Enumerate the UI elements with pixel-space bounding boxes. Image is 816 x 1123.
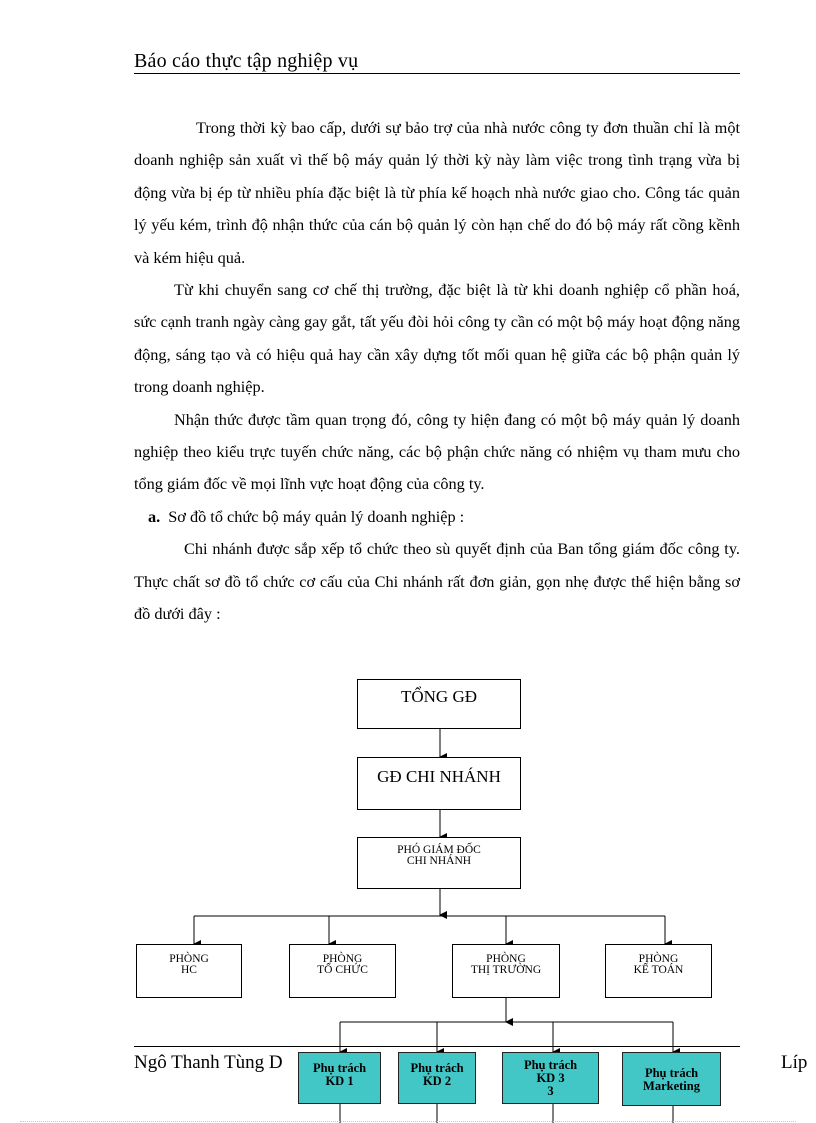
box-phu-trach-kd2 [398, 1052, 476, 1104]
box-phong-hc [136, 944, 242, 998]
box-pho-giam-doc-label: PHÓ GIÁM ĐỐC CHI NHÁNH [397, 844, 481, 867]
paragraph-1: Trong thời kỳ bao cấp, dưới sự bảo trợ của nhà nước công ty đơn thuần chỉ là một doanh nghiệp sản xuất vì thế bộ máy quản lý thời kỳ này làm việc trong tình trạng vừa bị động vừa bị ép từ nhiều phía đặc biệt là từ phía kế hoạch nhà nước giao cho. Công tác quản lý yếu kém, trình độ nhận thức của cán bộ quản lý còn hạn chế do đó bộ máy rất cồng kềnh và kém hiệu quả. [134, 118, 740, 267]
box-tong-gd [357, 679, 521, 729]
box-phong-hc-label: PHÒNG HC [169, 953, 209, 976]
box-phong-ke-toan [605, 944, 712, 998]
box-phu-trach-kd2-label: Phụ trách KD 2 [410, 1061, 464, 1088]
footer-class: Líp [781, 1052, 808, 1073]
box-phu-trach-kd3-label: Phụ trách KD 3 3 [523, 1057, 578, 1098]
paragraph-4: Chi nhánh được sắp xếp tổ chức theo sù quyết định của Ban tổng giám đốc công ty. Thực chất sơ đồ tổ chức cơ cấu của Chi nhánh rất đơn giản, gọn nhẹ được thể hiện bằng sơ đồ dưới đây : [134, 539, 740, 624]
box-phu-trach-kd1-label: Phụ trách KD 1 [312, 1061, 367, 1088]
footer-rule [134, 1046, 740, 1047]
box-phong-thi-truong-label: PHÒNG THỊ TRƯỜNG [470, 953, 542, 976]
box-phong-ke-toan-label: PHÒNG KẾ TOÁN [633, 953, 684, 976]
box-gd-chi-nhanh [357, 757, 521, 810]
box-phu-trach-marketing-label: Phụ trách Marketing [643, 1066, 700, 1093]
paragraph-3: Nhận thức được tầm quan trọng đó, công ty hiện đang có một bộ máy quản lý doanh nghiệp theo kiểu trực tuyến chức năng, các bộ phận chức năng có nhiệm vụ tham mưu cho tổng giám đốc về mọi lĩnh vực hoạt động của công ty. [134, 409, 740, 494]
paragraph-2: Từ khi chuyển sang cơ chế thị trường, đặc biệt là từ khi doanh nghiệp cổ phần hoá, sức cạnh tranh ngày càng gay gắt, tất yếu đòi hỏi công ty cần có một bộ máy hoạt động năng động, sáng tạo và có hiệu quả hay cần xây dựng tốt mối quan hệ giữa các bộ phận quản lý trong doanh nghiệp. [134, 280, 740, 397]
box-phu-trach-marketing [622, 1052, 721, 1106]
box-phong-to-chuc [289, 944, 396, 998]
box-pho-giam-doc [357, 837, 521, 889]
page-header-title: Báo cáo thực tập nghiệp vụ [134, 50, 359, 72]
box-phu-trach-kd1 [298, 1052, 381, 1104]
footer-student-name: Ngô Thanh Tùng D [134, 1052, 283, 1073]
section-title: Sơ đồ tổ chức bộ máy quản lý doanh nghiệp : [168, 506, 465, 526]
section-marker: a. [148, 506, 161, 526]
box-tong-gd-label: TỔNG GĐ [400, 687, 478, 706]
box-gd-chi-nhanh-label: GĐ CHI NHÁNH [377, 766, 501, 786]
box-phu-trach-kd3 [502, 1052, 599, 1104]
page-edge-dotted [20, 1121, 796, 1122]
box-phong-thi-truong [452, 944, 560, 998]
box-phong-to-chuc-label: PHÒNG TỔ CHỨC [317, 953, 368, 976]
